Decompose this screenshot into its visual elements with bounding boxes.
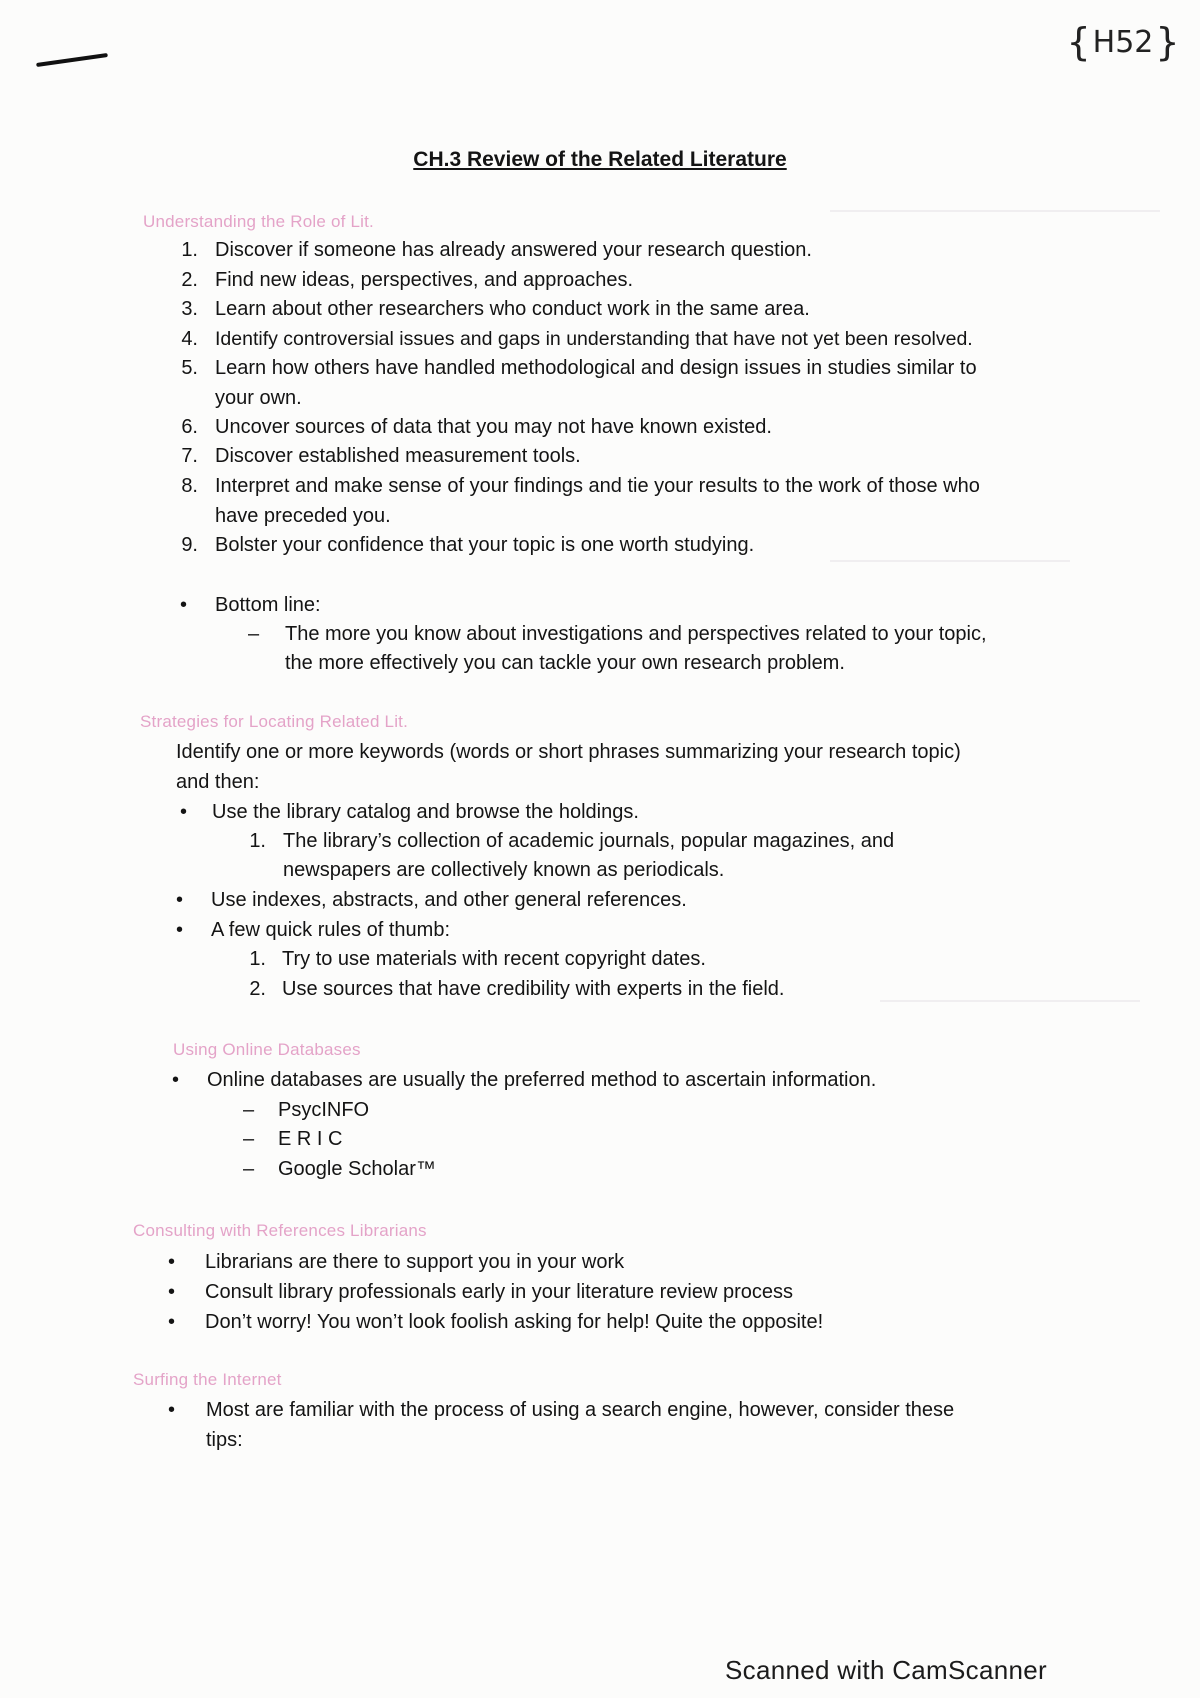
list-item: Try to use materials with recent copyright dates. [282, 948, 706, 970]
list-number: 1. [181, 239, 198, 261]
section-heading-understanding: Understanding the Role of Lit. [143, 212, 374, 231]
list-item: A few quick rules of thumb: [211, 919, 451, 941]
list-item: Online databases are usually the preferred method to ascertain information. [207, 1069, 877, 1091]
dash: – [243, 1158, 255, 1180]
list-number: 9. [181, 534, 198, 556]
list-number: 2. [181, 269, 198, 291]
list-number: 4. [181, 328, 198, 350]
list-item: Most are familiar with the process of using a search engine, however, consider these [206, 1399, 955, 1421]
list-item-continuation: have preceded you. [215, 505, 391, 527]
list-number: 5. [181, 357, 198, 379]
database-item: PsycINFO [278, 1099, 370, 1121]
bottom-line-label: Bottom line: [215, 594, 321, 616]
list-item: Discover established measurement tools. [215, 445, 581, 467]
bullet: • [180, 801, 188, 823]
list-item: Uncover sources of data that you may not have known existed. [215, 416, 772, 438]
page-title: CH.3 Review of the Related Literature [413, 148, 787, 171]
bullet: • [168, 1251, 176, 1273]
bullet: • [168, 1281, 176, 1303]
list-number: 7. [181, 445, 198, 467]
dash: – [243, 1128, 255, 1150]
list-item: Learn how others have handled methodological and design issues in studies similar to [215, 357, 977, 379]
list-item: Find new ideas, perspectives, and approaches. [215, 269, 634, 291]
pen-stroke-mark [36, 53, 108, 67]
list-item: Use indexes, abstracts, and other general references. [211, 889, 687, 911]
camscanner-footer: Scanned with CamScanner [725, 1655, 1047, 1685]
bullet: • [176, 919, 184, 941]
list-item: Consult library professionals early in your literature review process [205, 1281, 794, 1303]
bleed-through-mark [830, 210, 1160, 212]
hs-tag-text: H52 [1092, 24, 1154, 60]
database-item: E R I C [278, 1128, 343, 1150]
strategies-intro: Identify one or more keywords (words or short phrases summarizing your research topic) [176, 741, 961, 763]
list-item: Learn about other researchers who conduct work in the same area. [215, 298, 810, 320]
list-number: 2. [249, 978, 266, 1000]
section-heading-internet: Surfing the Internet [133, 1370, 282, 1389]
list-item-continuation: newspapers are collectively known as periodicals. [283, 859, 725, 881]
list-number: 8. [181, 475, 198, 497]
hs-tag: { H52 } [1066, 20, 1180, 64]
strategies-intro: and then: [176, 771, 260, 793]
list-item: Use the library catalog and browse the holdings. [212, 801, 639, 823]
bottom-line-text: The more you know about investigations and perspectives related to your topic, [285, 623, 987, 645]
list-number: 1. [249, 830, 266, 852]
bleed-through-mark [880, 1000, 1140, 1002]
database-item: Google Scholar™ [278, 1158, 436, 1180]
list-item: Discover if someone has already answered your research question. [215, 239, 812, 261]
bullet: • [180, 594, 188, 616]
list-item: The library’s collection of academic journals, popular magazines, and [283, 830, 895, 852]
list-item: Librarians are there to support you in your work [205, 1251, 625, 1273]
list-item: Identify controversial issues and gaps in understanding that have not yet been resolved. [215, 328, 973, 350]
list-item-continuation: your own. [215, 387, 302, 409]
list-item: Use sources that have credibility with experts in the field. [282, 978, 785, 1000]
section-heading-librarians: Consulting with References Librarians [133, 1221, 427, 1240]
list-number: 1. [249, 948, 266, 970]
bottom-line-text: the more effectively you can tackle your own research problem. [285, 652, 845, 674]
list-item: Interpret and make sense of your findings and tie your results to the work of those who [215, 475, 980, 497]
dash: – [243, 1099, 255, 1121]
list-number: 3. [181, 298, 198, 320]
list-item: Bolster your confidence that your topic is one worth studying. [215, 534, 755, 556]
bullet: • [168, 1399, 176, 1421]
dash: – [248, 623, 260, 645]
section-heading-online: Using Online Databases [173, 1040, 361, 1059]
bullet: • [176, 889, 184, 911]
list-item-continuation: tips: [206, 1429, 243, 1451]
section-heading-strategies: Strategies for Locating Related Lit. [140, 712, 409, 731]
bullet: • [172, 1069, 180, 1091]
bullet: • [168, 1311, 176, 1333]
list-number: 6. [181, 416, 198, 438]
list-item: Don’t worry! You won’t look foolish asking for help! Quite the opposite! [205, 1311, 824, 1333]
bleed-through-mark [830, 560, 1070, 562]
